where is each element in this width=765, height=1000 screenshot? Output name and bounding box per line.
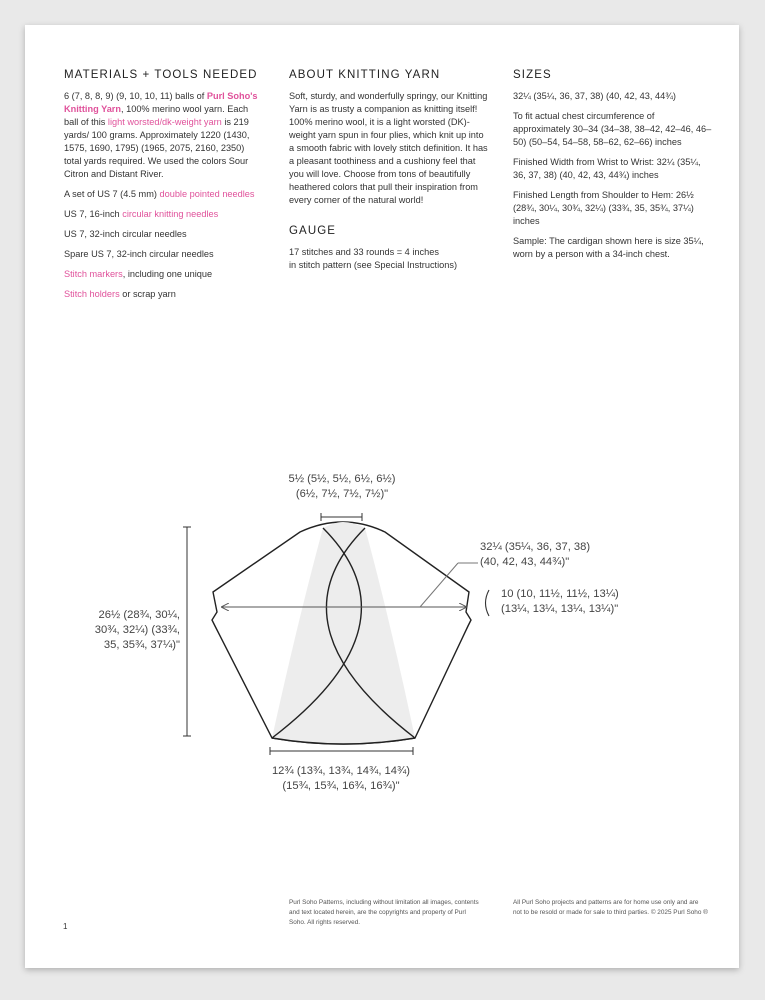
stitch-markers-link[interactable]: Stitch markers — [64, 269, 123, 279]
yarn-weight-link[interactable]: light worsted/dk-weight yarn — [107, 117, 222, 127]
holders-item: Stitch holders or scrap yarn — [64, 289, 176, 299]
circular-needles-link[interactable]: circular knitting needles — [122, 209, 219, 219]
circ16-item: US 7, 16-inch circular knitting needles — [64, 209, 219, 219]
dpn-item: A set of US 7 (4.5 mm) double pointed needles — [64, 189, 255, 199]
markers-item: Stitch markers, including one unique — [64, 269, 213, 279]
cuff-bracket — [486, 590, 490, 616]
knitting-yarn-link[interactable]: Purl Soho's Knitting Yarn — [64, 91, 258, 114]
copyright-notice: Purl Soho Patterns, including without limitation all images, contents and text located herein, are the copyrights and property of Purl Soho. All rights reserved. — [289, 899, 479, 926]
gauge-text: 17 stitches and 33 rounds = 4 inches in stitch pattern (see Special Instructions) — [289, 247, 458, 270]
sizes-list: 32¼ (35¼, 36, 37, 38) (40, 42, 43, 44¾) — [513, 91, 676, 101]
stitch-holders-link[interactable]: Stitch holders — [64, 289, 120, 299]
about-text: Soft, sturdy, and wonderfully springy, our Knitting Yarn is as trusty a companion as knitting itself! 100% merino wool, it is a light worsted (DK)-weight yarn spun in four plies, which knit up into a smooth fabric with lovely stitch definition. It has a pleasant toothiness and a cushiony feel that you will love. Choose from tons of beautifully heathered colors that pull their inspiration from every corner of the natural world! — [289, 91, 488, 205]
sizes-heading: SIZES — [513, 69, 552, 81]
circ32-item: US 7, 32-inch circular needles — [64, 229, 187, 239]
usage-terms: All Purl Soho projects and patterns are for home use only and are not to be resold or made for sale to third parties. © 2025 Purl Soho ® — [513, 899, 708, 916]
yarn-requirement: 6 (7, 8, 8, 9) (9, 10, 10, 11) balls of Purl Soho's Knitting Yarn, 100% merino wool yarn. Each ball of this light worsted/dk-weight yarn is 219 yards/ 100 grams. Approximately 1220 (1430, 1575, 1690, 1795) (1965, 2075, 2160, 2350) total yards required. We used the colors Sour Citron and Distant River. — [64, 91, 258, 179]
hem-width-label: 12¾ (13¾, 13¾, 14¾, 14¾) (15¾, 15¾, 16¾, 16¾)" — [271, 765, 411, 792]
page-number: 1 — [63, 922, 68, 931]
cuff-label: 10 (10, 11½, 11½, 13¼) (13¼, 13¼, 13¼, 13¼)" — [501, 588, 619, 615]
gauge-heading: GAUGE — [289, 225, 337, 237]
chest-width-label: 32¼ (35¼, 36, 37, 38) (40, 42, 43, 44¾)" — [480, 541, 591, 568]
spare-needles-item: Spare US 7, 32-inch circular needles — [64, 249, 214, 259]
materials-heading: MATERIALS + TOOLS NEEDED — [64, 69, 258, 81]
dpn-link[interactable]: double pointed needles — [159, 189, 255, 199]
length-label: 26½ (28¾, 30¼, 30¾, 32¼) (33¾, 35, 35¾, 37¼)" — [94, 609, 180, 651]
sizes-width: Finished Width from Wrist to Wrist: 32¼ (35¼, 36, 37, 38) (40, 42, 43, 44¾) inches — [513, 157, 701, 180]
neck-width-label: 5½ (5½, 5½, 6½, 6½) (6½, 7½, 7½, 7½)" — [288, 473, 396, 500]
about-heading: ABOUT KNITTING YARN — [289, 69, 441, 81]
sizes-sample: Sample: The cardigan shown here is size 35¼, worn by a person with a 34-inch chest. — [513, 236, 704, 259]
sizes-length: Finished Length from Shoulder to Hem: 26½ (28¾, 30¼, 30¾, 32¼) (33¾, 35, 35¾, 37¼) inches — [513, 190, 694, 226]
sizes-fit: To fit actual chest circumference of approximately 30–34 (34–38, 38–42, 42–46, 46–50) (50–54, 54–58, 58–62, 62–66) inches — [513, 111, 712, 147]
